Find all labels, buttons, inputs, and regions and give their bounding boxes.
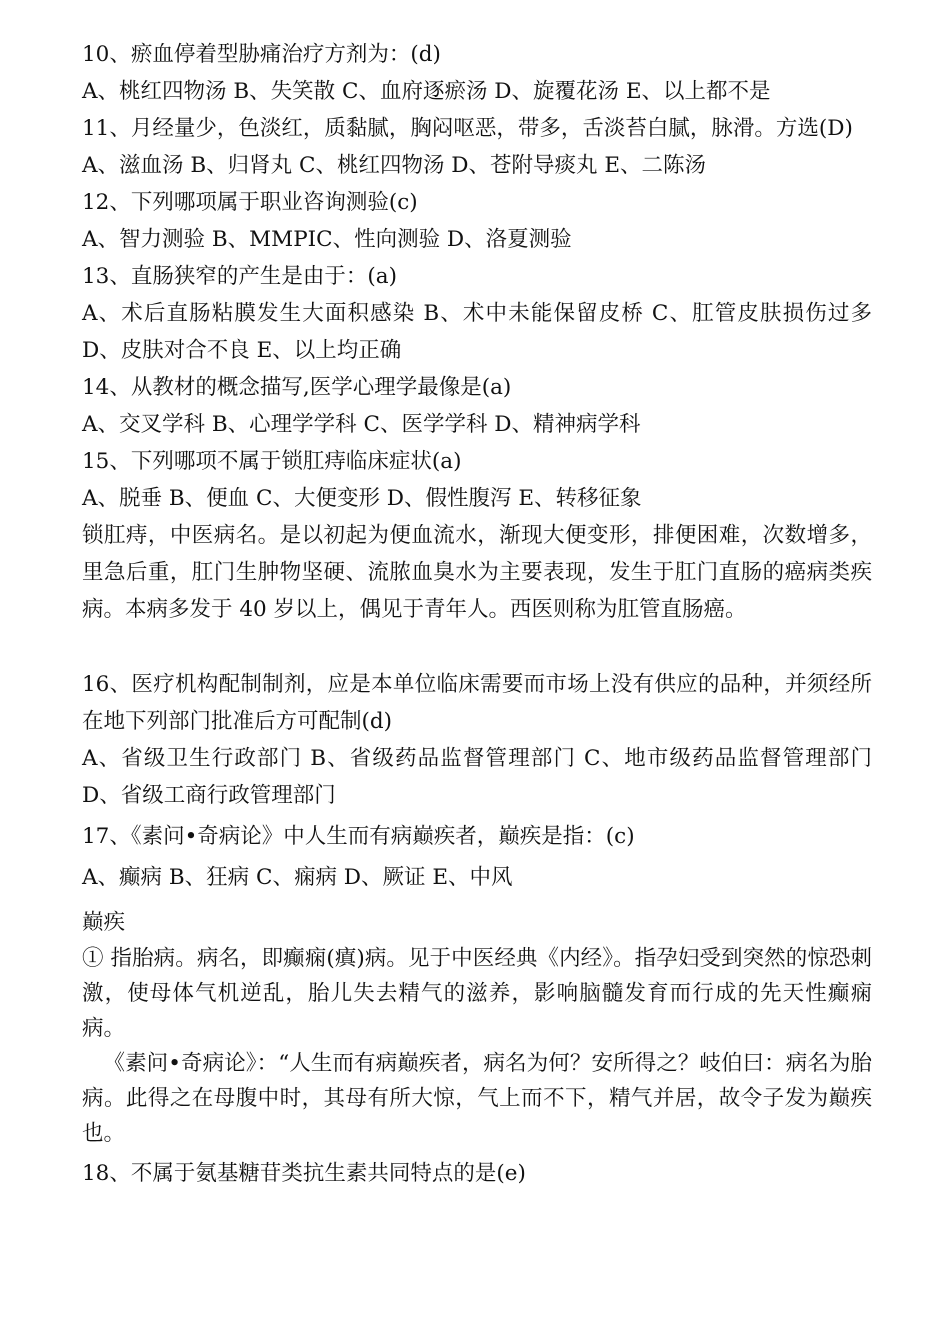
question-13-options: A、术后直肠粘膜发生大面积感染 B、术中未能保留皮桥 C、肛管皮肤损伤过多 D、皮肤对合不良 E、以上均正确 xyxy=(82,301,872,363)
question-12: 12、下列哪项属于职业咨询测验(c) xyxy=(82,190,418,215)
document-page xyxy=(82,36,872,1192)
question-17-options: A、癫病 B、狂病 C、痫病 D、厥证 E、中风 xyxy=(82,865,513,890)
question-17-term: 巅疾 xyxy=(82,910,126,935)
question-13: 13、直肠狭窄的产生是由于：(a) xyxy=(82,264,397,289)
question-15-explanation: 锁肛痔，中医病名。是以初起为便血流水，渐现大便变形，排便困难，次数增多，里急后重，肛门生肿物坚硬、流脓血臭水为主要表现，发生于肛门直肠的癌病类疾病。本病多发于 40 岁以上，偶见于青年人。西医则称为肛管直肠癌。 xyxy=(82,523,872,622)
question-17: 17、《素问•奇病论》中人生而有病巅疾者，巅疾是指：(c) xyxy=(82,824,635,849)
question-14-options: A、交叉学科 B、心理学学科 C、医学学科 D、精神病学科 xyxy=(82,412,641,437)
question-12-options: A、智力测验 B、MMPIC、性向测验 D、洛夏测验 xyxy=(82,227,572,252)
question-18: 18、不属于氨基糖苷类抗生素共同特点的是(e) xyxy=(82,1161,526,1186)
question-16: 16、医疗机构配制制剂，应是本单位临床需要而市场上没有供应的品种，并须经所在地下列部门批准后方可配制(d) xyxy=(82,672,872,734)
question-15: 15、下列哪项不属于锁肛痔临床症状(a) xyxy=(82,449,462,474)
question-17-definition: ① 指胎病。病名，即癫痫(瘨)病。见于中医经典《内经》。指孕妇受到突然的惊恐刺激，使母体气机逆乱，胎儿失去精气的滋养，影响脑髓发育而行成的先天性癫痫病。 xyxy=(82,946,872,1041)
question-14: 14、从教材的概念描写,医学心理学最像是(a) xyxy=(82,375,512,400)
question-17-quote: 《素问•奇病论》：“人生而有病巅疾者，病名为何？安所得之？岐伯曰：病名为胎病。此得之在母腹中时，其母有所大惊，气上而不下，精气并居，故令子发为巅疾也。 xyxy=(82,1051,872,1146)
question-10: 10、瘀血停着型胁痛治疗方剂为：(d) xyxy=(82,42,441,67)
question-15-options: A、脱垂 B、便血 C、大便变形 D、假性腹泻 E、转移征象 xyxy=(82,486,642,511)
question-11-options: A、滋血汤 B、归肾丸 C、桃红四物汤 D、苍附导痰丸 E、二陈汤 xyxy=(82,153,707,178)
question-16-options: A、省级卫生行政部门 B、省级药品监督管理部门 C、地市级药品监督管理部门 D、省级工商行政管理部门 xyxy=(82,746,872,808)
spacer xyxy=(82,628,872,666)
question-10-options: A、桃红四物汤 B、失笑散 C、血府逐瘀汤 D、旋覆花汤 E、以上都不是 xyxy=(82,79,771,104)
question-11: 11、月经量少，色淡红，质黏腻，胸闷呕恶，带多，舌淡苔白腻，脉滑。方选(D) xyxy=(82,116,853,141)
